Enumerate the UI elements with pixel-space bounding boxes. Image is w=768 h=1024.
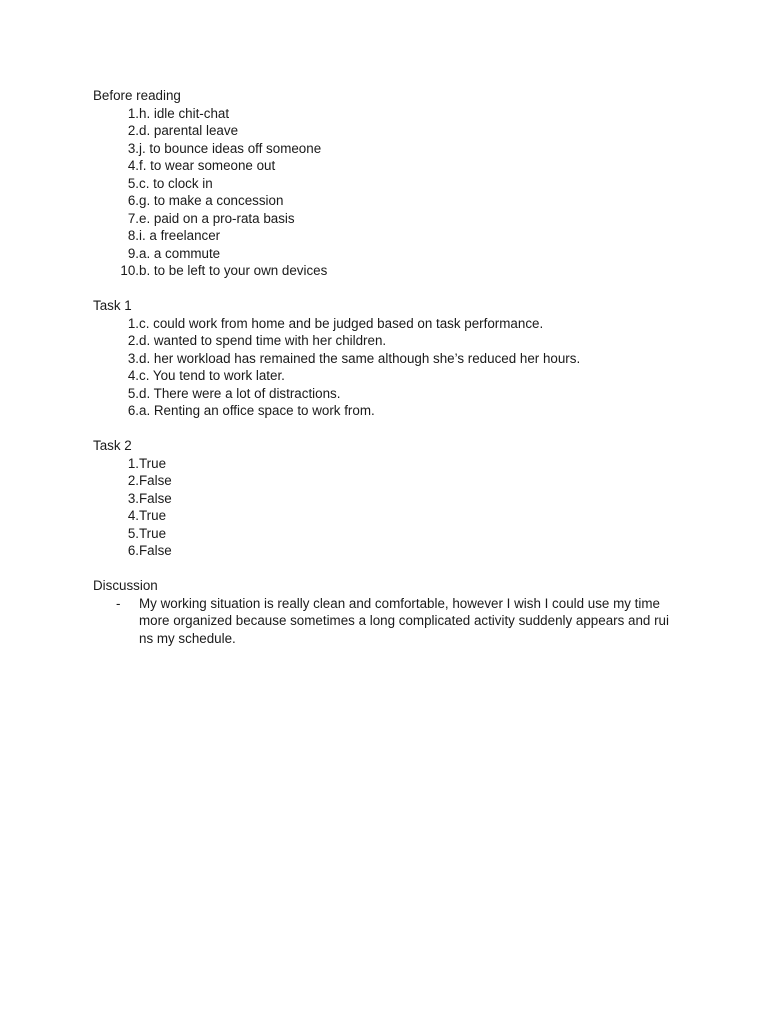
item-number: 6. xyxy=(127,403,139,418)
item-number: 4. xyxy=(127,508,139,523)
item-text: j. to bounce ideas off someone xyxy=(139,140,322,156)
section-heading: Before reading xyxy=(93,88,181,103)
item-text: False xyxy=(139,543,172,558)
item-text: e. paid on a pro-rata basis xyxy=(139,210,295,226)
list-item xyxy=(93,245,693,263)
item-text: True xyxy=(139,455,167,471)
list-item xyxy=(93,157,693,175)
list-item xyxy=(93,192,693,210)
list-item xyxy=(93,455,693,473)
item-number: 1. xyxy=(127,105,139,121)
item-text: d. wanted to spend time with her children. xyxy=(139,333,387,348)
item-number: 1. xyxy=(127,455,139,471)
item-text: a. a commute xyxy=(139,245,221,261)
item-number: 5. xyxy=(127,385,139,401)
item-text: a. Renting an office space to work from. xyxy=(139,403,375,418)
list-item xyxy=(93,385,693,403)
section-task-2 xyxy=(93,437,693,560)
list-item xyxy=(93,122,693,140)
document-page xyxy=(93,87,693,665)
list-item xyxy=(93,262,693,280)
list-item xyxy=(93,490,693,508)
list-item xyxy=(93,105,693,123)
item-text: d. There were a lot of distractions. xyxy=(139,385,341,401)
list-item xyxy=(93,350,693,368)
item-number: 3. xyxy=(127,140,139,156)
item-number: 1. xyxy=(127,315,139,331)
item-text: g. to make a concession xyxy=(139,193,284,208)
discussion-text: My working situation is really clean and comfortable, however I wish I could use my time more organized because sometimes a long complicated activity suddenly appears and ruins my schedule. xyxy=(139,595,669,646)
list-item xyxy=(93,472,693,490)
list-item xyxy=(93,525,693,543)
list-item xyxy=(93,315,693,333)
item-text: False xyxy=(139,473,172,488)
item-number: 2. xyxy=(127,123,139,138)
section-heading: Task 2 xyxy=(93,438,132,453)
list-item xyxy=(93,507,693,525)
list-item xyxy=(93,402,693,420)
item-text: d. her workload has remained the same although she’s reduced her hours. xyxy=(139,350,581,366)
item-number: 9. xyxy=(127,245,139,261)
list-item xyxy=(93,140,693,158)
item-text: d. parental leave xyxy=(139,123,239,138)
item-number: 5. xyxy=(127,525,139,541)
item-number: 2. xyxy=(127,333,139,348)
list-item xyxy=(93,332,693,350)
item-text: c. to clock in xyxy=(139,175,213,191)
item-number: 8. xyxy=(127,228,139,243)
list-item xyxy=(93,227,693,245)
section-heading: Task 1 xyxy=(93,298,132,313)
item-text: f. to wear someone out xyxy=(139,158,276,173)
item-number: 6. xyxy=(127,543,139,558)
item-text: True xyxy=(139,508,167,523)
list-item xyxy=(93,542,693,560)
list-item xyxy=(93,367,693,385)
list-item xyxy=(93,595,693,648)
list-item xyxy=(93,210,693,228)
item-text: True xyxy=(139,525,167,541)
item-text: h. idle chit-chat xyxy=(139,105,230,121)
item-text: b. to be left to your own devices xyxy=(139,263,328,278)
item-number: 10. xyxy=(120,263,139,278)
item-number: 3. xyxy=(127,490,139,506)
item-number: 6. xyxy=(127,193,139,208)
list-item xyxy=(93,175,693,193)
item-number: 2. xyxy=(127,473,139,488)
section-task-1 xyxy=(93,297,693,420)
item-text: c. You tend to work later. xyxy=(139,368,285,383)
item-number: 5. xyxy=(127,175,139,191)
item-text: False xyxy=(139,490,172,506)
item-number: 3. xyxy=(127,350,139,366)
bullet-dash: - xyxy=(116,595,121,611)
item-number: 4. xyxy=(127,368,139,383)
item-text: i. a freelancer xyxy=(139,228,221,243)
section-discussion xyxy=(93,577,693,647)
item-number: 4. xyxy=(127,158,139,173)
section-heading: Discussion xyxy=(93,578,158,593)
section-before-reading xyxy=(93,87,693,280)
item-number: 7. xyxy=(127,210,139,226)
item-text: c. could work from home and be judged based on task performance. xyxy=(139,315,544,331)
